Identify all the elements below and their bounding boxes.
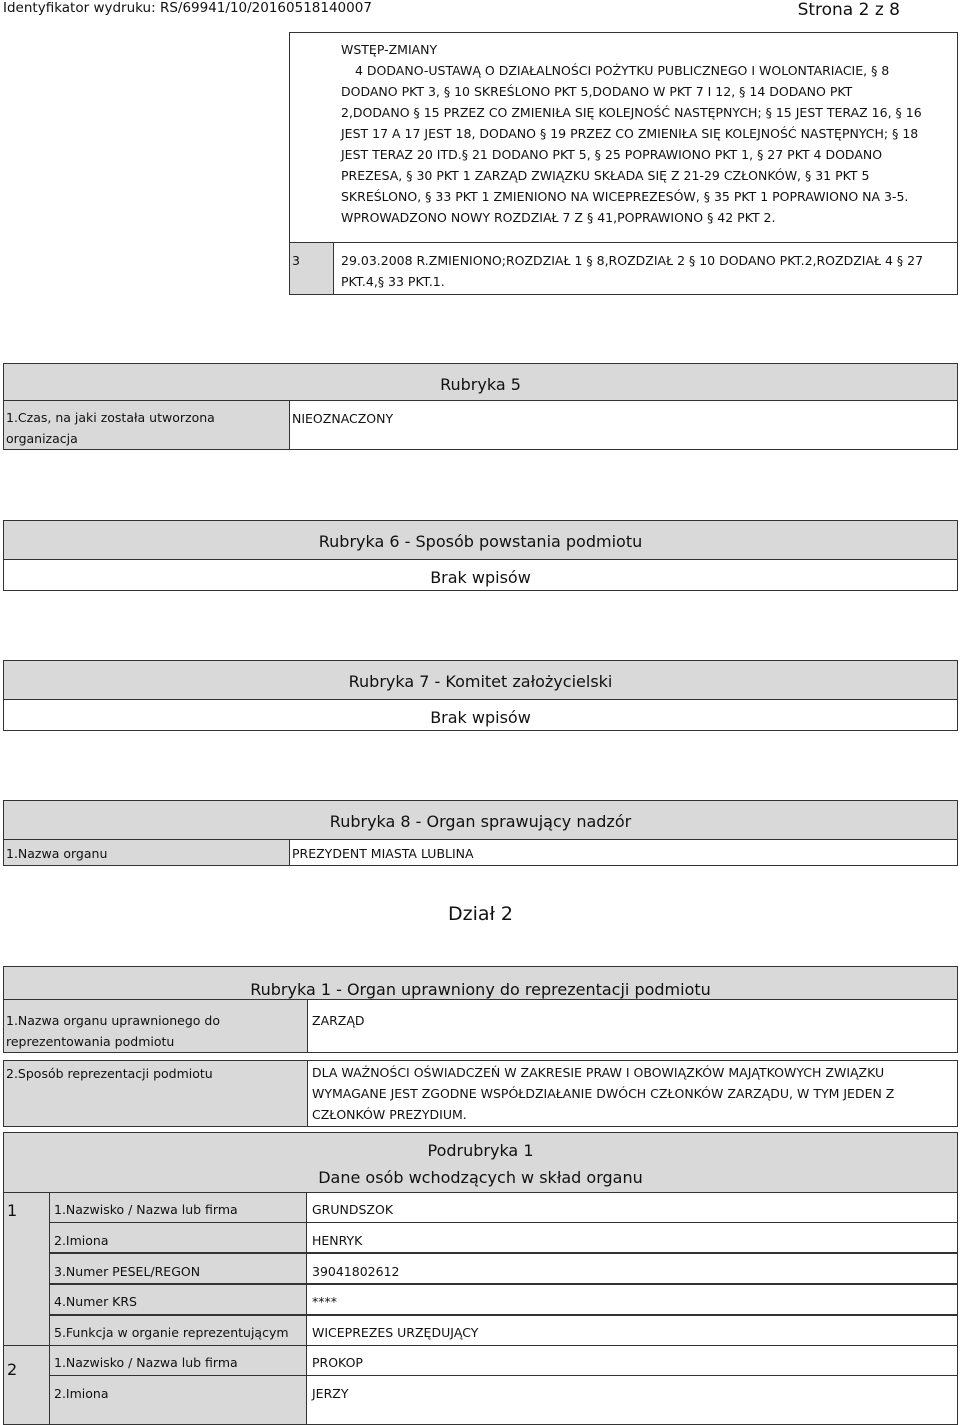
- rubryka7-empty: Brak wpisów: [430, 708, 531, 727]
- rubryka8-value: PREZYDENT MIASTA LUBLINA: [292, 846, 474, 861]
- field-value-cell: [306, 1222, 958, 1253]
- label-line: organizacja: [6, 431, 78, 446]
- rubryka1-row1-value: ZARZĄD: [312, 1013, 365, 1028]
- field-value: WICEPREZES URZĘDUJĄCY: [312, 1325, 479, 1340]
- history-line: WPROWADZONO NOWY ROZDZIAŁ 7 Z § 41,POPRAWIONO § 42 PKT 2.: [341, 210, 776, 225]
- rubryka7-title: Rubryka 7 - Komitet założycielski: [348, 672, 613, 691]
- rubryka5-value: NIEOZNACZONY: [292, 411, 394, 426]
- history-entry3-text: [341, 250, 951, 292]
- rubryka8-title: Rubryka 8 - Organ sprawujący nadzór: [329, 812, 632, 831]
- history-entry2-text: [341, 39, 951, 228]
- field-value-cell: [306, 1192, 958, 1223]
- history-line: WSTĘP-ZMIANY: [341, 42, 438, 57]
- field-value-cell: [306, 1375, 958, 1425]
- value-line: WYMAGANE JEST ZGODNE WSPÓŁDZIAŁANIE DWÓCH CZŁONKÓW ZARZĄDU, W TYM JEDEN Z: [312, 1086, 895, 1101]
- field-value: GRUNDSZOK: [312, 1202, 394, 1217]
- field-value: HENRYK: [312, 1233, 363, 1248]
- rubryka6-title: Rubryka 6 - Sposób powstania podmiotu: [318, 532, 643, 551]
- field-value: ****: [312, 1294, 337, 1309]
- history-line: PKT.4,§ 33 PKT.1.: [341, 274, 445, 289]
- person-number-cell: [3, 1345, 50, 1425]
- field-value: JERZY: [312, 1386, 349, 1401]
- value-line: DLA WAŻNOŚCI OŚWIADCZEŃ W ZAKRESIE PRAW I OBOWIĄZKÓW MAJĄTKOWYCH ZWIĄZKU: [312, 1065, 885, 1080]
- field-value: PROKOP: [312, 1355, 363, 1370]
- field-value: 39041802612: [312, 1264, 400, 1279]
- field-label: 1.Nazwisko / Nazwa lub firma: [54, 1355, 238, 1370]
- field-label: 1.Nazwisko / Nazwa lub firma: [54, 1202, 238, 1217]
- history-line: 2,DODANO § 15 PRZEZ CO ZMIENIŁA SIĘ KOLEJNOŚĆ NASTĘPNYCH; § 15 JEST TERAZ 16, § 16: [341, 105, 922, 120]
- dzial2-title: Dział 2: [447, 903, 514, 925]
- rubryka1-row1-value-cell: [307, 999, 958, 1053]
- history-line: DODANO PKT 3, § 10 SKREŚLONO PKT 5,DODANO W PKT 7 I 12, § 14 DODANO PKT: [341, 84, 853, 99]
- rubryka5-label: [6, 407, 286, 449]
- rubryka8-label: 1.Nazwa organu: [6, 846, 108, 861]
- print-identifier: Identyfikator wydruku: RS/69941/10/20160518140007: [3, 0, 372, 16]
- history-line: 29.03.2008 R.ZMIENIONO;ROZDZIAŁ 1 § 8,ROZDZIAŁ 2 § 10 DODANO PKT.2,ROZDZIAŁ 4 § 27: [341, 253, 924, 268]
- history-entry3-num: 3: [292, 253, 300, 268]
- field-label: 3.Numer PESEL/REGON: [54, 1264, 201, 1279]
- dzial2-rubryka1-title: Rubryka 1 - Organ uprawniony do reprezentacji podmiotu: [250, 980, 711, 999]
- podrubryka1-title: Podrubryka 1: [427, 1141, 534, 1160]
- rubryka6-empty: Brak wpisów: [430, 568, 531, 587]
- value-line: CZŁONKÓW PREZYDIUM.: [312, 1107, 467, 1122]
- history-line: 4 DODANO-USTAWĄ O DZIAŁALNOŚCI POŻYTKU PUBLICZNEGO I WOLONTARIACIE, § 8: [355, 63, 890, 78]
- field-label: 2.Imiona: [54, 1386, 109, 1401]
- label-line: 1.Nazwa organu uprawnionego do: [6, 1013, 221, 1028]
- field-value-cell: [306, 1253, 958, 1284]
- rubryka5-title: Rubryka 5: [440, 375, 521, 394]
- rubryka1-row2-label: 2.Sposób reprezentacji podmiotu: [6, 1066, 213, 1081]
- person-number: 1: [7, 1201, 18, 1220]
- field-value-cell: [306, 1345, 958, 1376]
- rubryka1-row1-label: [6, 1010, 304, 1052]
- history-line: JEST 17 A 17 JEST 18, DODANO § 19 PRZEZ CO ZMIENIŁA SIĘ KOLEJNOŚĆ NASTĘPNYCH; § 18: [341, 126, 919, 141]
- podrubryka1-subtitle: Dane osób wchodzących w skład organu: [318, 1168, 643, 1187]
- history-entry3-num-cell: [289, 242, 334, 295]
- label-line: 1.Czas, na jaki została utworzona: [6, 410, 215, 425]
- page-number: Strona 2 z 8: [797, 0, 900, 20]
- field-label: 5.Funkcja w organie reprezentującym: [54, 1325, 289, 1340]
- person-number: 2: [7, 1360, 18, 1379]
- field-value-cell: [306, 1284, 958, 1315]
- label-line: reprezentowania podmiotu: [6, 1034, 175, 1049]
- field-label: 2.Imiona: [54, 1233, 109, 1248]
- history-line: PREZESA, § 30 PKT 1 ZARZĄD ZWIĄZKU SKŁADA SIĘ Z 21-29 CZŁONKÓW, § 31 PKT 5: [341, 168, 870, 183]
- field-label: 4.Numer KRS: [54, 1294, 137, 1309]
- rubryka1-row2-value: [312, 1062, 952, 1125]
- history-line: JEST TERAZ 20 ITD.§ 21 DODANO PKT 5, § 25 POPRAWIONO PKT 1, § 27 PKT 4 DODANO: [341, 147, 883, 162]
- history-line: SKREŚLONO, § 33 PKT 1 ZMIENIONO NA WICEPREZESÓW, § 35 PKT 1 POPRAWIONO NA 3-5.: [341, 189, 909, 204]
